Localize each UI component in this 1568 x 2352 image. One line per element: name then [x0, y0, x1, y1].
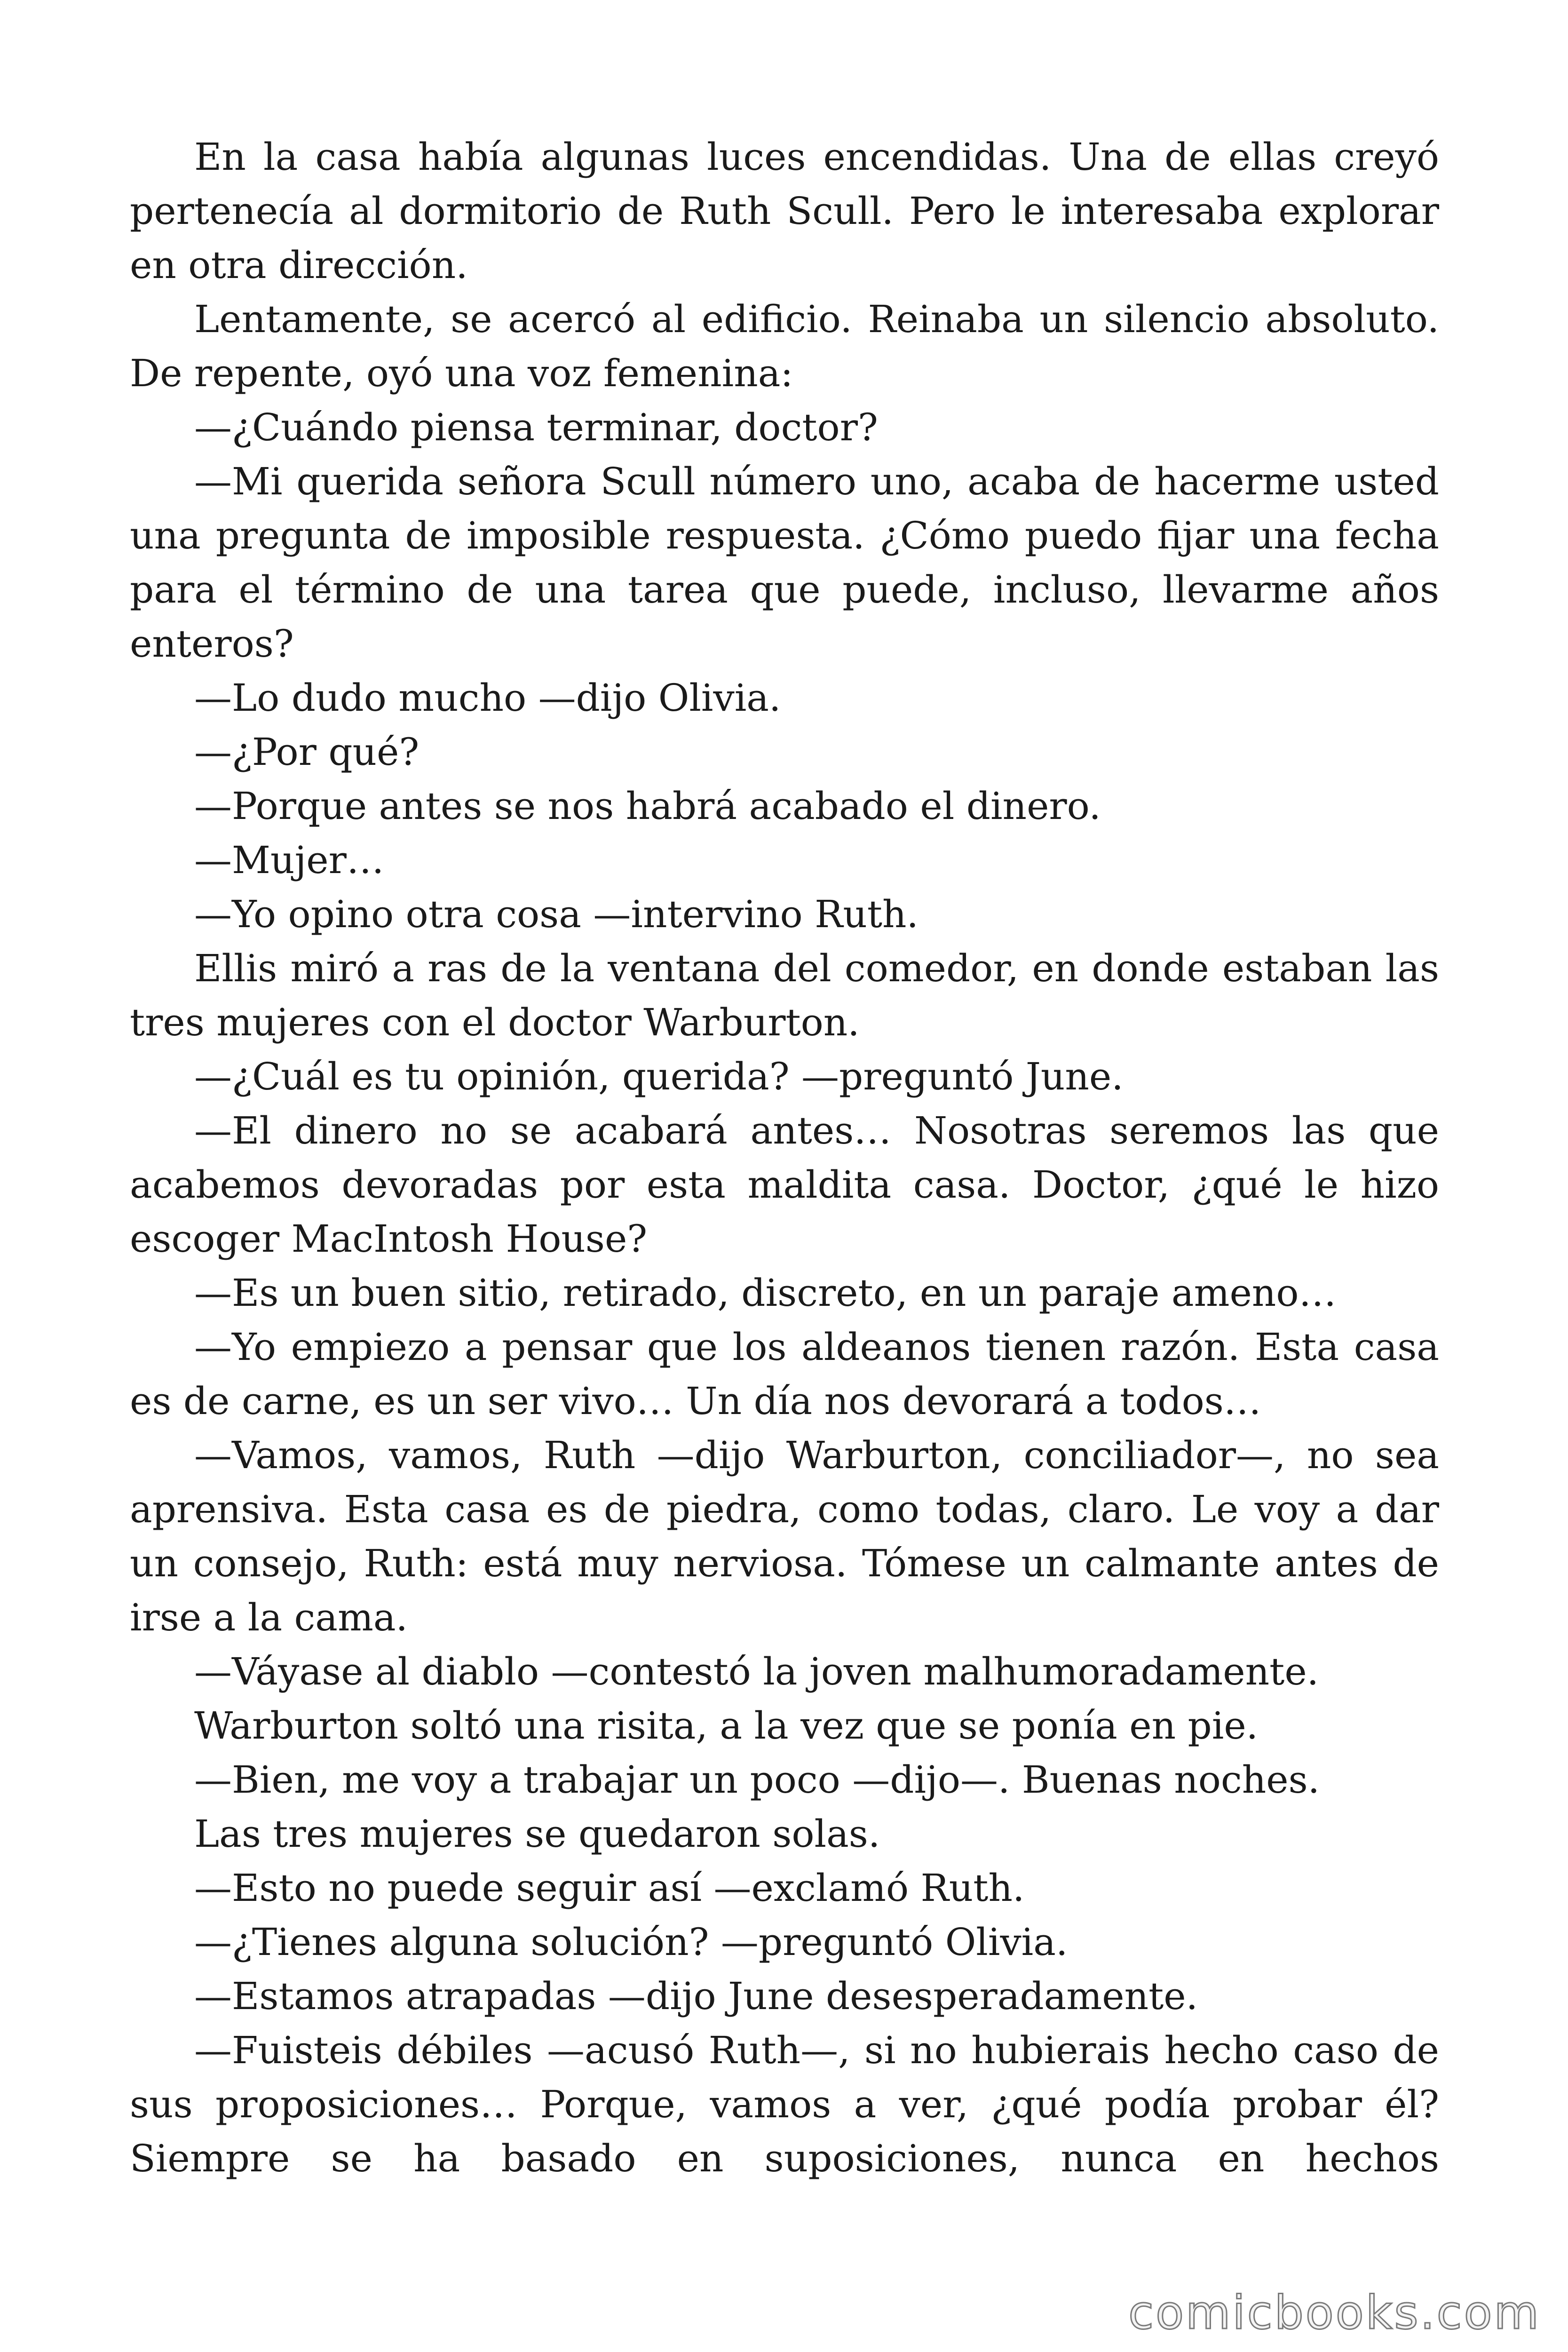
book-page [130, 0, 1439, 2352]
paragraph: —Váyase al diablo —contestó la joven malhumoradamente. [194, 1650, 1319, 1693]
paragraph: —Es un buen sitio, retirado, discreto, en un paraje ameno… [194, 1271, 1337, 1315]
paragraph: —Yo opino otra cosa —intervino Ruth. [194, 892, 919, 936]
paragraph: —¿Cuál es tu opinión, querida? —preguntó June. [194, 1055, 1124, 1098]
paragraph: Ellis miró a ras de la ventana del comedor, en donde estaban las tres mujeres con el doctor Warburton. [130, 946, 1439, 1044]
paragraph: —Porque antes se nos habrá acabado el dinero. [194, 784, 1101, 828]
paragraph: —Esto no puede seguir así —exclamó Ruth. [194, 1866, 1025, 1910]
paragraph: Las tres mujeres se quedaron solas. [194, 1812, 880, 1856]
paragraph: —Bien, me voy a trabajar un poco —dijo—. Buenas noches. [194, 1758, 1320, 1802]
paragraph: —Yo empiezo a pensar que los aldeanos tienen razón. Esta casa es de carne, es un ser vivo… Un día nos devorará a todos… [130, 1325, 1439, 1423]
paragraph: —Lo dudo mucho —dijo Olivia. [194, 676, 781, 720]
paragraph: —¿Por qué? [194, 730, 420, 774]
paragraph: —¿Cuándo piensa terminar, doctor? [194, 405, 878, 449]
paragraph: Warburton soltó una risita, a la vez que se ponía en pie. [194, 1704, 1259, 1748]
paragraph: —El dinero no se acabará antes… Nosotras seremos las que acabemos devoradas por esta maldita casa. Doctor, ¿qué le hizo escoger MacIntosh House? [130, 1109, 1439, 1261]
paragraph: —Estamos atrapadas —dijo June desesperadamente. [194, 1974, 1198, 2018]
body-text [130, 130, 1439, 2185]
paragraph: —Vamos, vamos, Ruth —dijo Warburton, conciliador—, no sea aprensiva. Esta casa es de piedra, como todas, claro. Le voy a dar un consejo, Ruth: está muy nerviosa. Tómese un calmante antes de irse a la cama. [130, 1433, 1439, 1639]
paragraph: —Fuisteis débiles —acusó Ruth—, si no hubierais hecho caso de sus proposiciones… Porque, vamos a ver, ¿qué podía probar él? Siempre se ha basado en suposiciones, nunca en hechos [130, 2028, 1439, 2180]
paragraph: Lentamente, se acercó al edificio. Reinaba un silencio absoluto. De repente, oyó una voz femenina: [130, 297, 1439, 395]
paragraph: —Mujer… [194, 838, 384, 882]
watermark: comicbooks.com [1128, 2286, 1541, 2340]
paragraph: —Mi querida señora Scull número uno, acaba de hacerme usted una pregunta de imposible respuesta. ¿Cómo puedo fijar una fecha para el término de una tarea que puede, incluso, llevarme años enteros? [130, 460, 1439, 666]
paragraph: En la casa había algunas luces encendidas. Una de ellas creyó pertenecía al dormitorio de Ruth Scull. Pero le interesaba explorar en otra dirección. [130, 135, 1439, 287]
paragraph: —¿Tienes alguna solución? —preguntó Olivia. [194, 1920, 1068, 1964]
